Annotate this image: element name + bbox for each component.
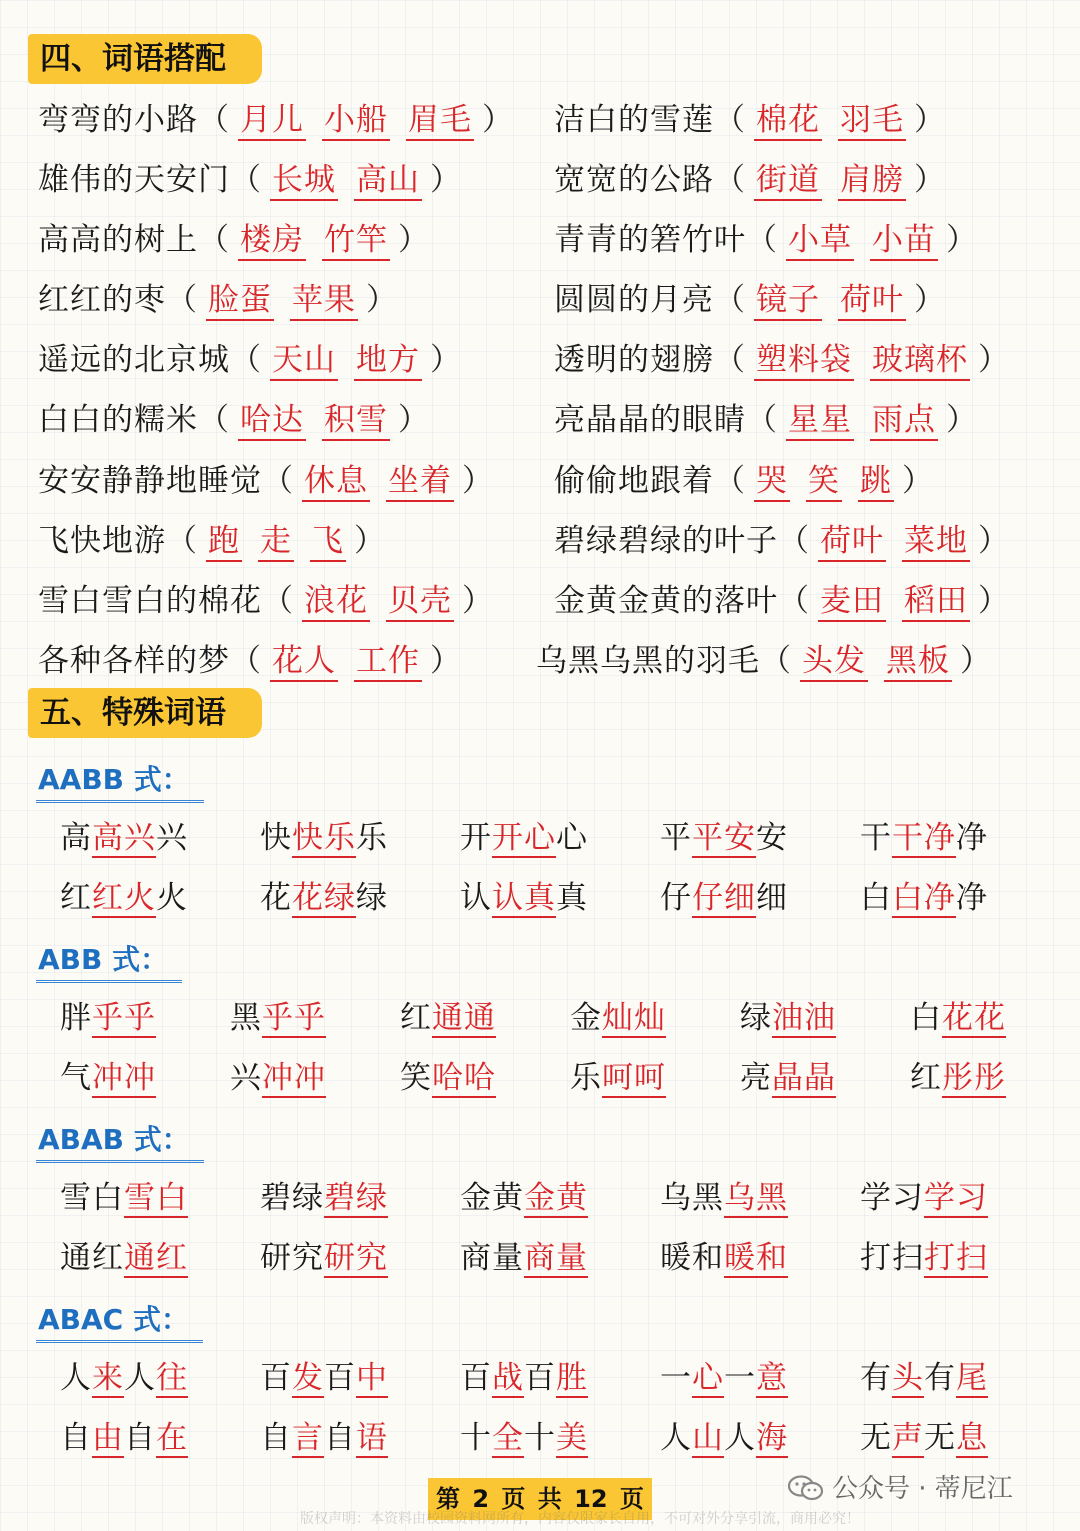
black-part: 红 (910, 1060, 942, 1096)
word-pair (38, 511, 554, 571)
special-word (60, 872, 260, 917)
red-char: 意 (756, 1360, 788, 1396)
word-pair (554, 571, 1074, 631)
pair-answer: 脸蛋 (206, 281, 274, 321)
section-4-title: 四、词语搭配 (28, 34, 262, 84)
pair-answer: 天山 (270, 341, 338, 381)
black-part: 白 (860, 880, 892, 916)
close-paren: ） (354, 522, 386, 559)
black-part: 胖 (60, 1000, 92, 1036)
black-char: 自 (260, 1420, 292, 1456)
pair-answer: 浪花 (302, 582, 370, 622)
black-part: 乐 (356, 820, 388, 856)
black-char: 人 (60, 1360, 92, 1396)
red-char: 全 (492, 1420, 524, 1456)
black-part: 金黄 (460, 1180, 524, 1216)
word-row (60, 872, 1060, 917)
word-type-label: AABB 式： (36, 758, 204, 803)
red-part: 平安 (692, 820, 756, 856)
open-paren: （ (746, 402, 778, 439)
close-paren: ） (462, 462, 494, 499)
red-part: 高兴 (92, 820, 156, 856)
open-paren: （ (714, 102, 746, 138)
red-part: 晶晶 (772, 1060, 836, 1096)
word-pair-grid (38, 90, 1078, 691)
red-part: 油油 (772, 1000, 836, 1036)
black-part: 开 (460, 820, 492, 856)
word-pair (38, 330, 554, 390)
close-paren: ） (946, 222, 978, 259)
close-paren: ） (482, 102, 514, 138)
pair-phrase: 遥远的北京城 (38, 342, 230, 379)
red-part: 学习 (924, 1180, 988, 1216)
black-part: 花 (260, 880, 292, 916)
black-part: 红 (60, 880, 92, 916)
special-word (60, 1172, 260, 1217)
pair-answer: 羽毛 (838, 101, 906, 141)
red-part: 冲冲 (92, 1060, 156, 1096)
red-char: 头 (892, 1360, 924, 1396)
red-part: 认真 (492, 880, 556, 916)
black-char: 人 (724, 1420, 756, 1456)
pair-answer: 工作 (354, 642, 422, 682)
black-part: 打扫 (860, 1240, 924, 1276)
pair-answer: 花人 (270, 642, 338, 682)
black-part: 高 (60, 820, 92, 856)
black-part: 火 (156, 880, 188, 916)
pair-answer: 麦田 (818, 582, 886, 622)
red-part: 暖和 (724, 1240, 788, 1276)
special-word (260, 812, 460, 857)
pair-answer: 小苗 (870, 221, 938, 261)
black-char: 自 (324, 1420, 356, 1456)
black-part: 气 (60, 1060, 92, 1096)
pair-answer: 黑板 (884, 642, 952, 682)
special-word (860, 1172, 1060, 1217)
pair-phrase: 透明的翅膀 (554, 342, 714, 379)
special-word (860, 872, 1060, 917)
black-part: 碧绿 (260, 1180, 324, 1216)
close-paren: ） (398, 402, 430, 439)
pair-phrase: 亮晶晶的眼睛 (554, 402, 746, 439)
black-part: 细 (756, 880, 788, 916)
black-part: 雪白 (60, 1180, 124, 1216)
close-paren: ） (398, 222, 430, 259)
black-part: 商量 (460, 1240, 524, 1276)
red-char: 言 (292, 1420, 324, 1456)
red-char: 战 (492, 1360, 524, 1396)
pair-answer: 走 (258, 522, 294, 562)
black-part: 乌黑 (660, 1180, 724, 1216)
pair-answer: 长城 (270, 161, 338, 201)
word-pair (38, 150, 554, 210)
word-pair (38, 390, 554, 450)
open-paren: （ (230, 162, 262, 199)
special-word (460, 1232, 660, 1277)
red-char: 发 (292, 1360, 324, 1396)
red-part: 快乐 (292, 820, 356, 856)
red-part: 开心 (492, 820, 556, 856)
open-paren: （ (714, 462, 746, 499)
pair-answer: 小草 (786, 221, 854, 261)
black-part: 白 (910, 1000, 942, 1036)
special-word (260, 1412, 460, 1457)
close-paren: ） (978, 342, 1010, 379)
special-word (260, 872, 460, 917)
pair-answer: 月儿 (238, 101, 306, 141)
word-pair (536, 631, 1074, 691)
red-part: 呵呵 (602, 1060, 666, 1096)
word-pair (554, 90, 1074, 150)
section-5-title: 五、特殊词语 (28, 688, 262, 738)
special-word (660, 1412, 860, 1457)
pair-answer: 塑料袋 (754, 341, 854, 381)
word-row (60, 1172, 1060, 1217)
red-part: 红火 (92, 880, 156, 916)
special-word (860, 1412, 1060, 1457)
pair-answer: 笑 (806, 462, 842, 502)
wechat-brand-text: 公众号 · 蒂尼江 (832, 1474, 1013, 1504)
pair-phrase: 各种各样的梦 (38, 642, 230, 679)
special-word (860, 812, 1060, 857)
word-row (60, 1232, 1060, 1277)
word-pair (554, 451, 1074, 511)
pair-answer: 楼房 (238, 221, 306, 261)
red-part: 碧绿 (324, 1180, 388, 1216)
red-char: 海 (756, 1420, 788, 1456)
close-paren: ） (902, 462, 934, 499)
red-char: 来 (92, 1360, 124, 1396)
red-part: 乎乎 (92, 1000, 156, 1036)
wechat-icon (788, 1475, 824, 1501)
special-word (260, 1172, 460, 1217)
pair-answer: 头发 (800, 642, 868, 682)
open-paren: （ (760, 642, 792, 679)
pair-answer: 眉毛 (406, 101, 474, 141)
pair-phrase: 宽宽的公路 (554, 162, 714, 199)
open-paren: （ (166, 282, 198, 319)
black-part: 乐 (570, 1060, 602, 1096)
pair-answer: 镜子 (754, 281, 822, 321)
special-word (860, 1232, 1060, 1277)
black-char: 百 (324, 1360, 356, 1396)
close-paren: ） (462, 582, 494, 619)
close-paren: ） (430, 342, 462, 379)
red-part: 花花 (942, 1000, 1006, 1036)
black-char: 人 (124, 1360, 156, 1396)
word-pair (38, 210, 554, 270)
close-paren: ） (430, 162, 462, 199)
page-number: 第 2 页 共 12 页 (428, 1478, 652, 1520)
black-char: 一 (660, 1360, 692, 1396)
black-part: 研究 (260, 1240, 324, 1276)
black-part: 学习 (860, 1180, 924, 1216)
pair-answer: 坐着 (386, 462, 454, 502)
red-part: 乌黑 (724, 1180, 788, 1216)
pair-answer: 贝壳 (386, 582, 454, 622)
red-part: 仔细 (692, 880, 756, 916)
black-part: 安 (756, 820, 788, 856)
red-char: 山 (692, 1420, 724, 1456)
pair-phrase: 飞快地游 (38, 522, 166, 559)
word-pair (554, 390, 1074, 450)
black-part: 绿 (356, 880, 388, 916)
red-part: 干净 (892, 820, 956, 856)
copyright-notice: 版权声明：本资料由校园资料网所有，内容仅限家长自用，不可对外分享引流，商用必究！ (300, 1511, 860, 1527)
pair-phrase: 白白的糯米 (38, 402, 198, 439)
word-row (60, 992, 1080, 1037)
special-word (660, 1172, 860, 1217)
special-word (460, 812, 660, 857)
special-word (230, 992, 400, 1037)
red-part: 花绿 (292, 880, 356, 916)
red-char: 尾 (956, 1360, 988, 1396)
close-paren: ） (430, 642, 462, 679)
special-word (60, 1232, 260, 1277)
special-word (660, 1352, 860, 1397)
special-word (60, 812, 260, 857)
red-char: 由 (92, 1420, 124, 1456)
word-type-label: ABAB 式： (36, 1118, 204, 1163)
special-word (230, 1052, 400, 1097)
pair-answer: 哭 (754, 462, 790, 502)
red-char: 声 (892, 1420, 924, 1456)
black-part: 亮 (740, 1060, 772, 1096)
red-part: 彤彤 (942, 1060, 1006, 1096)
red-part: 白净 (892, 880, 956, 916)
pair-phrase: 碧绿碧绿的叶子 (554, 522, 778, 559)
pair-answer: 小船 (322, 101, 390, 141)
pair-answer: 街道 (754, 161, 822, 201)
black-part: 兴 (156, 820, 188, 856)
special-word (400, 1052, 570, 1097)
open-paren: （ (262, 582, 294, 619)
pair-answer: 哈达 (238, 401, 306, 441)
special-word (460, 1412, 660, 1457)
pair-answer: 积雪 (322, 401, 390, 441)
close-paren: ） (946, 402, 978, 439)
open-paren: （ (714, 342, 746, 379)
special-word (260, 1352, 460, 1397)
word-pair (38, 451, 554, 511)
special-word (60, 992, 230, 1037)
red-char: 往 (156, 1360, 188, 1396)
special-word (60, 1352, 260, 1397)
red-part: 商量 (524, 1240, 588, 1276)
black-part: 笑 (400, 1060, 432, 1096)
open-paren: （ (198, 102, 230, 138)
pair-phrase: 弯弯的小路 (38, 102, 198, 138)
special-word (460, 1172, 660, 1217)
black-char: 十 (524, 1420, 556, 1456)
close-paren: ） (914, 282, 946, 319)
red-part: 雪白 (124, 1180, 188, 1216)
black-part: 仔 (660, 880, 692, 916)
special-word (660, 1232, 860, 1277)
special-word (910, 992, 1080, 1037)
black-part: 金 (570, 1000, 602, 1036)
black-part: 兴 (230, 1060, 262, 1096)
word-pair (554, 210, 1074, 270)
special-word (570, 992, 740, 1037)
black-part: 真 (556, 880, 588, 916)
open-paren: （ (198, 402, 230, 439)
pair-phrase: 红红的枣 (38, 282, 166, 319)
red-part: 乎乎 (262, 1000, 326, 1036)
open-paren: （ (778, 522, 810, 559)
special-word (460, 1352, 660, 1397)
red-char: 息 (956, 1420, 988, 1456)
special-word (570, 1052, 740, 1097)
red-part: 通通 (432, 1000, 496, 1036)
pair-answer: 跑 (206, 522, 242, 562)
pair-phrase: 洁白的雪莲 (554, 102, 714, 138)
special-word (260, 1232, 460, 1277)
word-row (60, 812, 1060, 857)
black-char: 无 (860, 1420, 892, 1456)
special-word (740, 1052, 910, 1097)
open-paren: （ (714, 162, 746, 199)
pair-answer: 雨点 (870, 401, 938, 441)
word-row (60, 1352, 1060, 1397)
pair-answer: 地方 (354, 341, 422, 381)
close-paren: ） (978, 582, 1010, 619)
pair-answer: 玻璃杯 (870, 341, 970, 381)
close-paren: ） (366, 282, 398, 319)
black-char: 无 (924, 1420, 956, 1456)
open-paren: （ (714, 282, 746, 319)
pair-phrase: 雄伟的天安门 (38, 162, 230, 199)
black-part: 净 (956, 820, 988, 856)
open-paren: （ (198, 222, 230, 259)
word-row (60, 1052, 1080, 1097)
pair-phrase: 圆圆的月亮 (554, 282, 714, 319)
open-paren: （ (230, 642, 262, 679)
word-pair (38, 270, 554, 330)
special-word (60, 1052, 230, 1097)
black-part: 暖和 (660, 1240, 724, 1276)
wechat-brand-watermark (788, 1468, 1013, 1505)
open-paren: （ (166, 522, 198, 559)
black-part: 绿 (740, 1000, 772, 1036)
black-char: 人 (660, 1420, 692, 1456)
pair-answer: 高山 (354, 161, 422, 201)
black-part: 通红 (60, 1240, 124, 1276)
red-char: 中 (356, 1360, 388, 1396)
pair-phrase: 偷偷地跟着 (554, 462, 714, 499)
black-char: 有 (860, 1360, 892, 1396)
special-word (660, 812, 860, 857)
special-word (740, 992, 910, 1037)
red-part: 打扫 (924, 1240, 988, 1276)
open-paren: （ (262, 462, 294, 499)
special-word (860, 1352, 1060, 1397)
pair-answer: 肩膀 (838, 161, 906, 201)
black-part: 红 (400, 1000, 432, 1036)
pair-answer: 休息 (302, 462, 370, 502)
word-type-label: ABAC 式： (36, 1298, 203, 1343)
black-part: 认 (460, 880, 492, 916)
open-paren: （ (778, 582, 810, 619)
black-part: 平 (660, 820, 692, 856)
black-part: 心 (556, 820, 588, 856)
red-char: 美 (556, 1420, 588, 1456)
close-paren: ） (960, 642, 992, 679)
red-part: 研究 (324, 1240, 388, 1276)
word-pair (554, 150, 1074, 210)
word-type-label: ABB 式： (36, 938, 182, 983)
pair-phrase: 安安静静地睡觉 (38, 462, 262, 499)
black-part: 干 (860, 820, 892, 856)
word-row (60, 1412, 1060, 1457)
close-paren: ） (914, 162, 946, 199)
red-char: 在 (156, 1420, 188, 1456)
pair-answer: 苹果 (290, 281, 358, 321)
red-char: 心 (692, 1360, 724, 1396)
pair-answer: 棉花 (754, 101, 822, 141)
black-char: 自 (124, 1420, 156, 1456)
black-char: 十 (460, 1420, 492, 1456)
red-part: 哈哈 (432, 1060, 496, 1096)
pair-answer: 竹竿 (322, 221, 390, 261)
black-char: 有 (924, 1360, 956, 1396)
pair-phrase: 乌黑乌黑的羽毛 (536, 642, 760, 679)
word-pair (554, 270, 1074, 330)
red-char: 胜 (556, 1360, 588, 1396)
word-pair (38, 571, 554, 631)
red-part: 金黄 (524, 1180, 588, 1216)
red-part: 灿灿 (602, 1000, 666, 1036)
pair-answer: 星星 (786, 401, 854, 441)
black-part: 快 (260, 820, 292, 856)
word-pair (38, 90, 554, 150)
pair-answer: 稻田 (902, 582, 970, 622)
special-word (60, 1412, 260, 1457)
red-char: 语 (356, 1420, 388, 1456)
black-char: 百 (260, 1360, 292, 1396)
red-part: 冲冲 (262, 1060, 326, 1096)
black-char: 百 (524, 1360, 556, 1396)
black-part: 净 (956, 880, 988, 916)
black-char: 自 (60, 1420, 92, 1456)
pair-answer: 菜地 (902, 522, 970, 562)
special-word (910, 1052, 1080, 1097)
pair-answer: 荷叶 (838, 281, 906, 321)
black-char: 百 (460, 1360, 492, 1396)
pair-phrase: 高高的树上 (38, 222, 198, 259)
special-word (400, 992, 570, 1037)
special-word (660, 872, 860, 917)
special-word (460, 872, 660, 917)
word-pair (554, 330, 1074, 390)
word-pair (554, 511, 1074, 571)
pair-phrase: 青青的箬竹叶 (554, 222, 746, 259)
close-paren: ） (914, 102, 946, 138)
word-pair (38, 631, 554, 691)
pair-phrase: 雪白雪白的棉花 (38, 582, 262, 619)
open-paren: （ (746, 222, 778, 259)
pair-phrase: 金黄金黄的落叶 (554, 582, 778, 619)
black-char: 一 (724, 1360, 756, 1396)
pair-answer: 跳 (858, 462, 894, 502)
red-part: 通红 (124, 1240, 188, 1276)
black-part: 黑 (230, 1000, 262, 1036)
open-paren: （ (230, 342, 262, 379)
close-paren: ） (978, 522, 1010, 559)
pair-answer: 荷叶 (818, 522, 886, 562)
pair-answer: 飞 (310, 522, 346, 562)
